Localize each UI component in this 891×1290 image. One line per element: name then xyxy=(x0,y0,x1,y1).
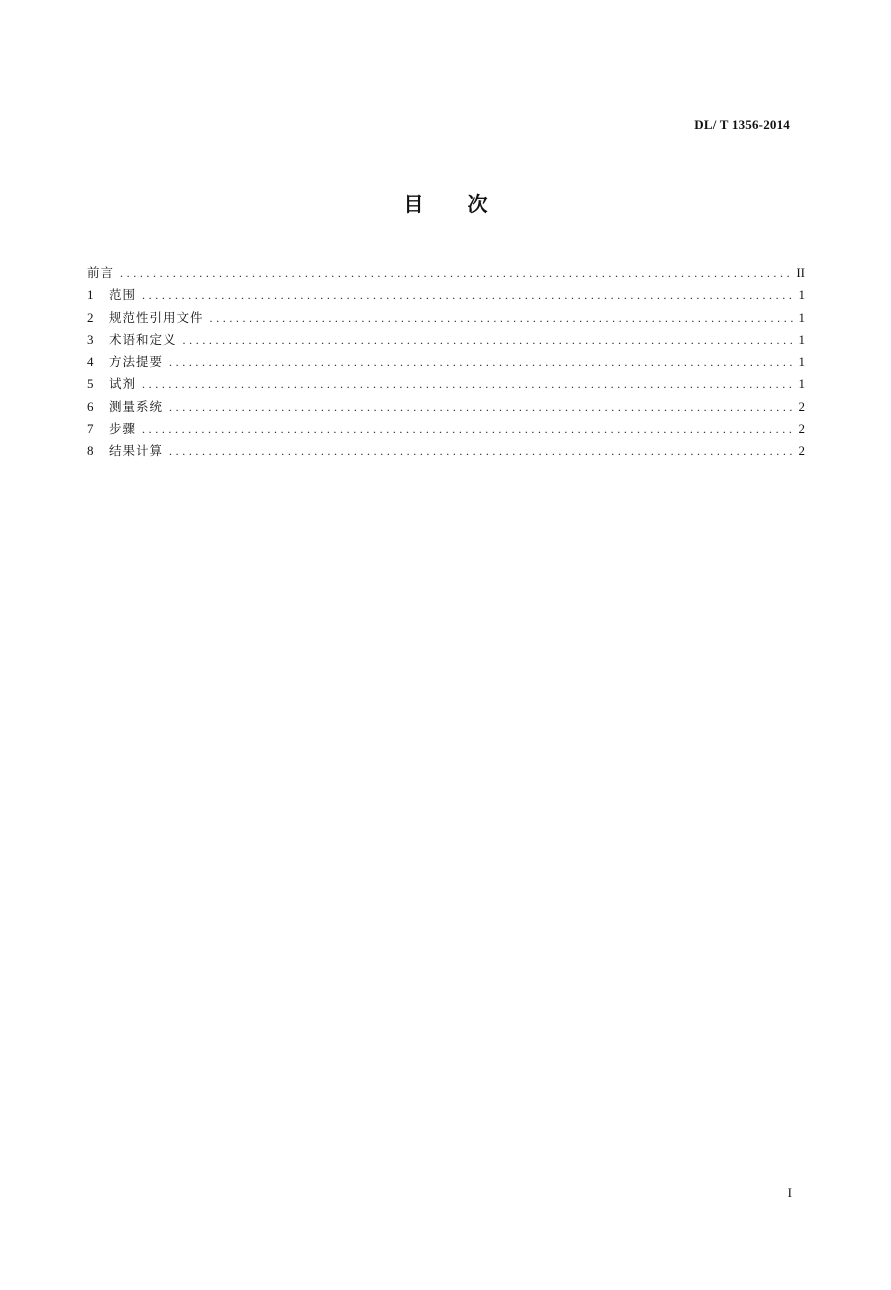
toc-entry-label: 方法提要 xyxy=(109,354,164,370)
toc-leader-dots xyxy=(169,351,794,373)
toc-entry-page: 2 xyxy=(798,398,805,414)
toc-entry-scope[interactable] xyxy=(87,284,805,306)
toc-entry-number: 2 xyxy=(87,309,94,325)
toc-leader-dots xyxy=(142,373,794,395)
toc-entry-procedure[interactable] xyxy=(87,418,805,440)
toc-entry-page: 2 xyxy=(798,443,805,459)
toc-entry-page: 1 xyxy=(798,309,805,325)
toc-entry-result-calculation[interactable] xyxy=(87,440,805,462)
toc-entry-number: 4 xyxy=(87,354,94,370)
toc-entry-label: 步骤 xyxy=(109,421,137,437)
toc-entry-label: 结果计算 xyxy=(109,443,164,459)
toc-title-part1: 目 xyxy=(403,192,424,216)
toc-entry-label: 前言 xyxy=(87,265,115,280)
toc-leader-dots xyxy=(169,396,794,418)
document-code: DL/ T 1356-2014 xyxy=(694,117,790,132)
toc-entry-page: 1 xyxy=(798,287,805,303)
toc-entry-label: 术语和定义 xyxy=(109,331,177,347)
toc-leader-dots xyxy=(183,329,794,351)
toc-entry-foreword[interactable] xyxy=(87,262,805,284)
toc-entry-normative-references[interactable] xyxy=(87,307,805,329)
toc-entry-label: 试剂 xyxy=(109,376,137,392)
toc-entry-number: 1 xyxy=(87,287,94,303)
toc-entry-label: 规范性引用文件 xyxy=(109,309,204,325)
page-number: I xyxy=(787,1185,792,1200)
toc-leader-dots xyxy=(142,418,794,440)
toc-entry-page: 1 xyxy=(798,354,805,370)
toc-entry-page: 2 xyxy=(798,421,805,437)
toc-entry-label: 范围 xyxy=(109,287,137,303)
toc-entry-label: 测量系统 xyxy=(109,398,164,414)
toc-entry-method-summary[interactable] xyxy=(87,351,805,373)
toc-entry-reagents[interactable] xyxy=(87,373,805,395)
toc-entry-terms-definitions[interactable] xyxy=(87,329,805,351)
toc-entry-number: 8 xyxy=(87,443,94,459)
toc-list xyxy=(87,262,805,463)
toc-leader-dots xyxy=(142,284,794,306)
toc-entry-page: 1 xyxy=(798,376,805,392)
toc-entry-number: 7 xyxy=(87,421,94,437)
toc-leader-dots xyxy=(169,440,794,462)
toc-entry-number: 5 xyxy=(87,376,94,392)
toc-leader-dots xyxy=(120,262,793,284)
toc-entry-page: 1 xyxy=(798,331,805,347)
toc-title-part2: 次 xyxy=(467,192,488,216)
toc-entry-number: 3 xyxy=(87,331,94,347)
toc-entry-measurement-system[interactable] xyxy=(87,396,805,418)
toc-title xyxy=(0,188,891,217)
toc-entry-number: 6 xyxy=(87,398,94,414)
toc-entry-page: II xyxy=(796,265,805,280)
toc-leader-dots xyxy=(210,307,794,329)
